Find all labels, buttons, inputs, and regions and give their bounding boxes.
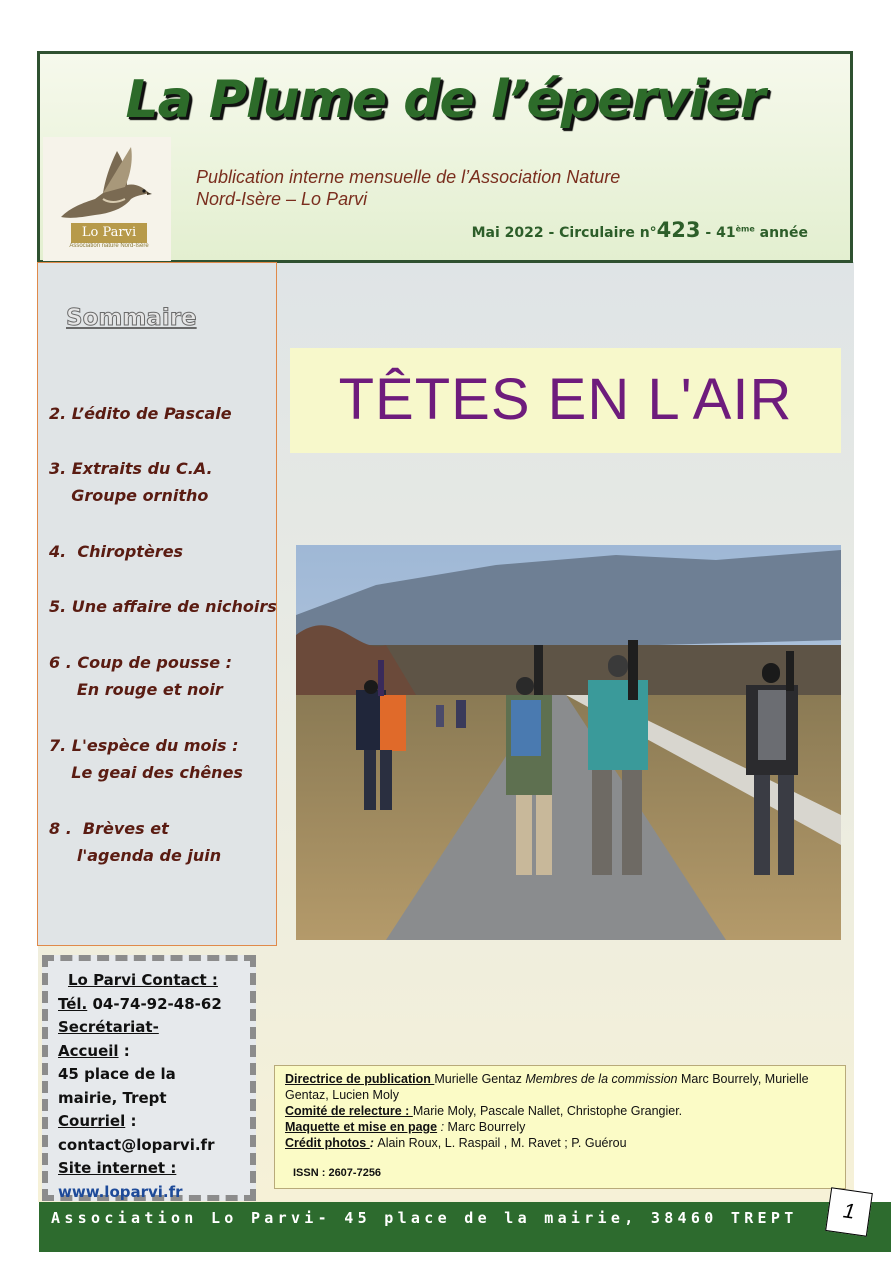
issn: ISSN : 2607-7256 bbox=[293, 1167, 382, 1179]
issue-prefix: Mai 2022 - Circulaire n° bbox=[471, 225, 657, 241]
logo-subtext: Association nature Nord-Isère bbox=[69, 243, 149, 249]
toc-item[interactable]: 3. Extraits du C.A. Groupe ornitho bbox=[49, 459, 213, 505]
photo-credit: Crédit photos : Alain Roux, L. Raspail , M. Ravet ; P. Guérou bbox=[285, 1136, 627, 1150]
phone-label: Tél. bbox=[58, 994, 88, 1013]
phone-value[interactable]: 04-74-92-48-62 bbox=[87, 994, 222, 1013]
issue-year-suffix: année bbox=[754, 225, 808, 241]
issue-year-sup: ème bbox=[735, 224, 755, 234]
mail-link[interactable]: contact@loparvi.fr bbox=[58, 1135, 215, 1154]
contact-phone bbox=[58, 993, 250, 1017]
toc-item[interactable]: 2. L’édito de Pascale bbox=[49, 404, 232, 423]
credits-box bbox=[274, 1065, 846, 1189]
sparrowhawk-icon bbox=[43, 137, 171, 227]
headline-box bbox=[290, 348, 841, 453]
subtitle-line-1: Publication interne mensuelle de l’Association Nature bbox=[196, 167, 621, 187]
footer-address: Association Lo Parvi- 45 place de la mairie, 38460 TREPT bbox=[51, 1209, 798, 1227]
masthead bbox=[37, 51, 853, 263]
toc-item[interactable]: 6 . Coup de pousse : En rouge et noir bbox=[49, 653, 233, 699]
accueil-label: Accueil : bbox=[58, 1041, 130, 1060]
review-committee: Comité de relecture : Marie Moly, Pascale Nallet, Christophe Grangier. bbox=[285, 1104, 683, 1118]
issue-number: 423 bbox=[656, 218, 701, 242]
newsletter-title: La Plume de l’épervier bbox=[125, 70, 765, 130]
sommaire-sidebar bbox=[37, 262, 277, 946]
issue-year-prefix: - 41 bbox=[700, 225, 736, 241]
lo-parvi-logo bbox=[43, 137, 171, 261]
website-link[interactable]: www.loparvi.fr bbox=[58, 1182, 183, 1201]
issue-info bbox=[472, 218, 808, 242]
toc-item[interactable]: 4. Chiroptères bbox=[49, 542, 184, 561]
publication-subtitle bbox=[196, 166, 620, 210]
toc-item[interactable]: 5. Une affaire de nichoirs bbox=[49, 597, 277, 616]
site-label: Site internet : bbox=[58, 1159, 177, 1177]
secretariat-label: Secrétariat- bbox=[58, 1018, 159, 1036]
toc-item[interactable]: 8 . Brèves et l'agenda de juin bbox=[49, 819, 222, 865]
subtitle-line-2: Nord-Isère – Lo Parvi bbox=[196, 189, 368, 209]
contact-box bbox=[42, 955, 256, 1201]
layout-credit: Maquette et mise en page : Marc Bourrely bbox=[285, 1120, 526, 1134]
publication-director: Directrice de publication Murielle Gentaz Membres de la commission Marc Bourrely, Murielle Gentaz, Lucien Moly bbox=[285, 1072, 809, 1102]
mail-label: Courriel : bbox=[58, 1112, 137, 1130]
toc-item[interactable]: 7. L'espèce du mois : Le geai des chênes bbox=[49, 736, 243, 782]
headline: TÊTES EN L'AIR bbox=[338, 367, 793, 432]
cover-photo bbox=[296, 545, 841, 940]
address-line-2: mairie, Trept bbox=[58, 1088, 167, 1107]
page-number: 1 bbox=[825, 1187, 873, 1236]
contact-heading: Lo Parvi Contact : bbox=[68, 971, 218, 989]
footer-bar bbox=[39, 1202, 891, 1252]
address-line-1: 45 place de la bbox=[58, 1065, 176, 1083]
sommaire-title: Sommaire bbox=[66, 305, 197, 331]
logo-badge: Lo Parvi bbox=[71, 223, 147, 243]
